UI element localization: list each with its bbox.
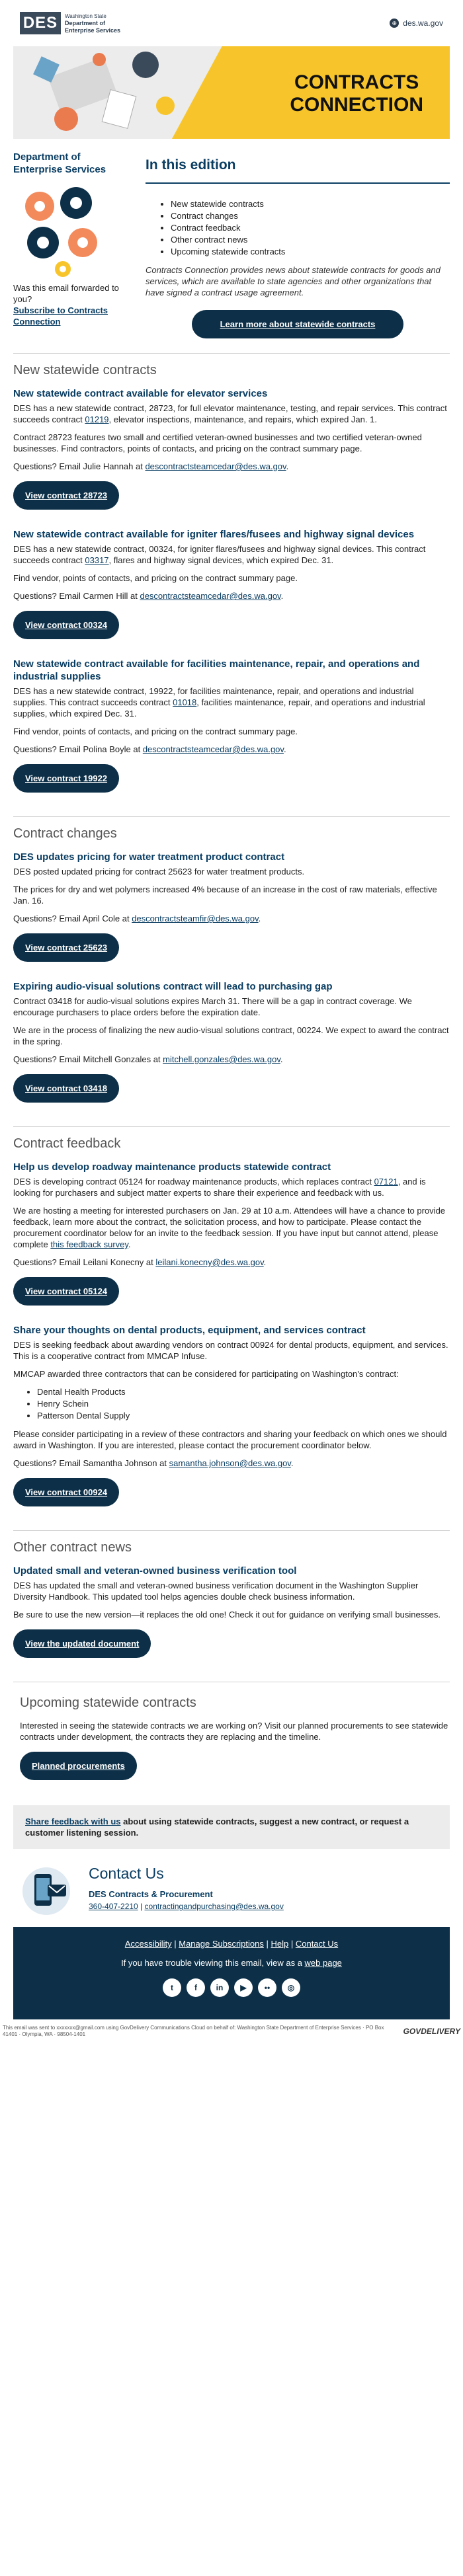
new-contracts-section xyxy=(13,363,450,802)
contact-us-link[interactable]: Contact Us xyxy=(295,1939,339,1949)
list-item: • New statewide contracts xyxy=(171,198,450,210)
questions-line: Questions? Email Leilani Konecny at leilani.konecny@des.wa.gov. xyxy=(13,1257,267,1267)
legal-footer xyxy=(0,2019,463,2043)
facebook-icon[interactable]: f xyxy=(187,1978,205,1997)
questions-line: Questions? Email April Cole at descontractsteamfir@des.wa.gov. xyxy=(13,914,261,923)
email-link[interactable]: mitchell.gonzales@des.wa.gov xyxy=(163,1054,280,1064)
contract-item xyxy=(13,387,450,519)
instagram-icon[interactable]: ◎ xyxy=(282,1978,300,1997)
email-link[interactable]: leilani.konecny@des.wa.gov xyxy=(155,1257,264,1267)
upcoming-section xyxy=(13,1696,450,1789)
item-paragraph: Please consider participating in a review of these contractors and sharing your feedback on which ones we should award in Washington. If you are interested, please contact the procurement coordinator below. xyxy=(13,1429,447,1450)
view-contract-button[interactable]: View contract 05124 xyxy=(13,1277,119,1306)
item-paragraph: Interested in seeing the statewide contracts we are working on? Visit our planned procurements to see statewide contracts under development, the contracts they are replacing and the timeline. xyxy=(20,1721,448,1742)
intro-sidebar xyxy=(13,151,139,338)
department-name: Department of Enterprise Services xyxy=(13,151,106,175)
section-title: Contract changes xyxy=(13,826,117,841)
contact-name: DES Contracts & Procurement xyxy=(89,1889,213,1899)
phone-link[interactable]: 360-407-2210 xyxy=(89,1902,138,1911)
contact-title: Contact Us xyxy=(89,1865,164,1882)
item-paragraph: DES has a new statewide contract, 19922, for facilities maintenance, repair, and operations and industrial supplies. This contract succeeds contract 01018, facilities maintenance, repair, and operations and industrial supplies, which expired Dec. 31. xyxy=(13,686,425,719)
contract-item xyxy=(13,980,450,1112)
contract-item xyxy=(13,528,450,648)
item-heading: New statewide contract available for igniter flares/fusees and highway signal devices xyxy=(13,529,415,540)
legal-text: This email was sent to xxxxxxx@gmail.com using GovDelivery Communications Cloud on behalf of: Washington State Department of Enterprise Services · PO Box 41401 · Olympia, WA · 98504-1401 xyxy=(3,2025,384,2037)
item-paragraph: The prices for dry and wet polymers increased 4% because of an increase in the cost of raw materials, effective Jan. 16. xyxy=(13,884,437,906)
list-item: • Dental Health Products xyxy=(37,1386,450,1398)
item-heading: New statewide contract available for elevator services xyxy=(13,388,268,399)
logo-line3: Enterprise Services xyxy=(65,26,121,34)
contact-phone-icon xyxy=(13,1865,79,1918)
govdelivery-logo[interactable]: GOVDELIVERY xyxy=(403,2027,460,2036)
view-contract-button[interactable]: View contract 00324 xyxy=(13,611,119,639)
youtube-icon[interactable]: ▶ xyxy=(234,1978,253,1997)
social-icons xyxy=(13,1978,450,1997)
other-news-section xyxy=(13,1540,450,1667)
list-item: • Henry Schein xyxy=(37,1398,450,1410)
forward-note xyxy=(13,282,132,327)
item-paragraph: DES is developing contract 05124 for roadway maintenance products, which replaces contract 07121, and is looking for purchasers and subject matter experts to share their experience and feedback with us. xyxy=(13,1177,426,1198)
view-contract-button[interactable]: View contract 00924 xyxy=(13,1478,119,1506)
item-paragraph: Contract 03418 for audio-visual solutions expires March 31. There will be a gap in contract coverage. We encourage purchasers to place orders before the expiration date. xyxy=(13,996,412,1017)
feedback-survey-link[interactable]: this feedback survey xyxy=(50,1239,128,1249)
intro-paragraph: Contracts Connection provides news about statewide contracts for goods and services, which are available to state agencies and other organizations that have signed a contract usage agreement. xyxy=(146,265,441,297)
edition-panel xyxy=(139,151,450,338)
contract-item xyxy=(13,1161,450,1315)
des-logo[interactable] xyxy=(20,12,120,34)
section-title: Upcoming statewide contracts xyxy=(20,1696,196,1710)
site-label: des.wa.gov xyxy=(403,19,443,28)
edition-title: In this edition xyxy=(146,151,450,184)
item-paragraph: We are hosting a meeting for interested purchasers on Jan. 29 at 10 a.m. Attendees will have a chance to provide feedback, learn more about the contract, the solicitation process, and how to participate. Please contact the procurement coordinator below for an invite to the feedback session. If you have input but cannot attend, please complete this feedback survey. xyxy=(13,1206,446,1249)
view-contract-button[interactable]: View contract 03418 xyxy=(13,1074,119,1103)
contact-details: 360-407-2210 | contractingandpurchasing@des.wa.gov xyxy=(89,1902,284,1911)
view-contract-button[interactable]: View contract 28723 xyxy=(13,481,119,510)
item-heading: Share your thoughts on dental products, equipment, and services contract xyxy=(13,1325,366,1336)
logo-line1: Washington State xyxy=(65,13,106,19)
email-link[interactable]: descontractsteamcedar@des.wa.gov xyxy=(145,461,286,471)
list-item: • Contract feedback xyxy=(171,222,450,234)
hero-banner xyxy=(13,46,450,139)
questions-line: Questions? Email Julie Hannah at descontractsteamcedar@des.wa.gov. xyxy=(13,461,289,471)
divider xyxy=(13,816,450,817)
email-link[interactable]: samantha.johnson@des.wa.gov xyxy=(169,1458,291,1468)
contract-link[interactable]: 01219 xyxy=(85,414,109,424)
item-paragraph: DES has updated the small and veteran-owned business verification document in the Washington Supplier Diversity Handbook. This updated tool helps agencies double check business information. xyxy=(13,1581,419,1602)
learn-more-button[interactable]: Learn more about statewide contracts xyxy=(192,310,403,338)
logo-line2: Department of xyxy=(65,19,106,26)
email-body xyxy=(13,0,450,2019)
item-paragraph: DES has a new statewide contract, 00324, for igniter flares/fusees and highway signal devices. This contract succeeds contract 03317, flares and highway signal devices, which expired Dec. 31. xyxy=(13,544,426,565)
email-link[interactable]: contractingandpurchasing@des.wa.gov xyxy=(144,1902,284,1911)
forward-question: Was this email forwarded to you? xyxy=(13,283,119,304)
intro-section xyxy=(13,139,450,338)
hero-title: CONTRACTS CONNECTION xyxy=(290,71,423,116)
view-document-button[interactable]: View the updated document xyxy=(13,1629,151,1658)
contract-item xyxy=(13,658,450,802)
twitter-icon[interactable]: t xyxy=(163,1978,181,1997)
questions-line: Questions? Email Polina Boyle at descontractsteamcedar@des.wa.gov. xyxy=(13,744,286,754)
item-paragraph: Find vendor, points of contacts, and pricing on the contract summary page. xyxy=(13,573,298,583)
share-feedback-link[interactable]: Share feedback with us xyxy=(25,1816,121,1826)
contract-link[interactable]: 03317 xyxy=(85,555,109,565)
item-paragraph: Be sure to use the new version—it replaces the old one! Check it out for guidance on verifying small businesses. xyxy=(13,1610,441,1620)
view-contract-button[interactable]: View contract 25623 xyxy=(13,933,119,962)
item-paragraph: DES posted updated pricing for contract 25623 for water treatment products. xyxy=(13,867,305,877)
contractor-list xyxy=(37,1386,450,1422)
section-title: Contract feedback xyxy=(13,1136,121,1151)
item-paragraph: DES has a new statewide contract, 28723, for full elevator maintenance, testing, and repair services. This contract succeeds contract 01219, elevator inspections, maintenance, and repairs, which expired Jan. 1. xyxy=(13,403,447,424)
email-link[interactable]: descontractsteamfir@des.wa.gov xyxy=(132,914,259,923)
contract-feedback-section xyxy=(13,1136,450,1516)
footer-links: Accessibility | Manage Subscriptions | Help | Contact Us xyxy=(124,1939,339,1949)
news-item xyxy=(13,1565,450,1667)
item-heading: Updated small and veteran-owned business verification tool xyxy=(13,1565,297,1577)
edition-list xyxy=(171,198,450,258)
divider xyxy=(13,1530,450,1531)
item-paragraph: We are in the process of finalizing the new audio-visual solutions contract, 00224. We expect to award the contract in the spring. xyxy=(13,1025,449,1046)
share-feedback-band: Share feedback with us about using statewide contracts, suggest a new contract, or request a customer listening session. xyxy=(13,1805,450,1849)
contract-item xyxy=(13,851,450,971)
email-link[interactable]: descontractsteamcedar@des.wa.gov xyxy=(140,591,281,601)
section-title: New statewide contracts xyxy=(13,363,157,377)
item-heading: Help us develop roadway maintenance products statewide contract xyxy=(13,1161,331,1173)
list-item: • Upcoming statewide contracts xyxy=(171,246,450,258)
header xyxy=(13,0,450,46)
item-paragraph: DES is seeking feedback about awarding vendors on contract 00924 for dental products, equipment, and services. This is a cooperative contract from MMCAP Infuse. xyxy=(13,1340,448,1361)
item-paragraph: Contract 28723 features two small and certified veteran-owned businesses and two certified veteran-owned businesses. Find contractors, points of contacts, and pricing on the contract summary page. xyxy=(13,432,422,453)
item-heading: Expiring audio-visual solutions contract will lead to purchasing gap xyxy=(13,981,333,992)
gears-icon xyxy=(13,180,132,279)
section-title: Other contract news xyxy=(13,1540,132,1555)
manage-subscriptions-link[interactable]: Manage Subscriptions xyxy=(179,1939,264,1949)
subscribe-link[interactable]: Subscribe to Contracts Connection xyxy=(13,305,108,327)
contract-link[interactable]: 01018 xyxy=(173,697,197,707)
planned-procurements-button[interactable]: Planned procurements xyxy=(20,1752,137,1780)
contract-link[interactable]: 07121 xyxy=(374,1177,398,1187)
list-item: • Patterson Dental Supply xyxy=(37,1410,450,1422)
footer xyxy=(13,1927,450,2019)
list-item: • Other contract news xyxy=(171,234,450,246)
help-link[interactable]: Help xyxy=(271,1939,289,1949)
item-paragraph: MMCAP awarded three contractors that can be considered for participating on Washington's contract: xyxy=(13,1369,399,1379)
list-item: • Contract changes xyxy=(171,210,450,222)
globe-icon: ⊕ xyxy=(390,19,399,28)
view-contract-button[interactable]: View contract 19922 xyxy=(13,764,119,793)
web-view-note: If you have trouble viewing this email, view as a web page xyxy=(121,1958,342,1968)
item-paragraph: Find vendor, points of contacts, and pricing on the contract summary page. xyxy=(13,726,298,736)
linkedin-icon[interactable]: in xyxy=(210,1978,229,1997)
logo-mark: DES xyxy=(20,12,61,34)
desk-illustration xyxy=(26,46,198,139)
questions-line: Questions? Email Mitchell Gonzales at mitchell.gonzales@des.wa.gov. xyxy=(13,1054,283,1064)
site-link[interactable] xyxy=(390,19,443,28)
divider xyxy=(13,353,450,354)
questions-line: Questions? Email Carmen Hill at descontractsteamcedar@des.wa.gov. xyxy=(13,591,284,601)
contract-changes-section xyxy=(13,826,450,1112)
web-page-link[interactable]: web page xyxy=(304,1958,342,1968)
contract-item xyxy=(13,1324,450,1516)
item-heading: New statewide contract available for facilities maintenance, repair, and operations and industrial supplies xyxy=(13,658,420,682)
item-heading: DES updates pricing for water treatment product contract xyxy=(13,851,285,863)
flickr-icon[interactable]: •• xyxy=(258,1978,276,1997)
divider xyxy=(13,1126,450,1127)
questions-line: Questions? Email Samantha Johnson at samantha.johnson@des.wa.gov. xyxy=(13,1458,294,1468)
contact-section xyxy=(13,1849,450,1927)
email-link[interactable]: descontractsteamcedar@des.wa.gov xyxy=(142,744,284,754)
accessibility-link[interactable]: Accessibility xyxy=(124,1939,172,1949)
